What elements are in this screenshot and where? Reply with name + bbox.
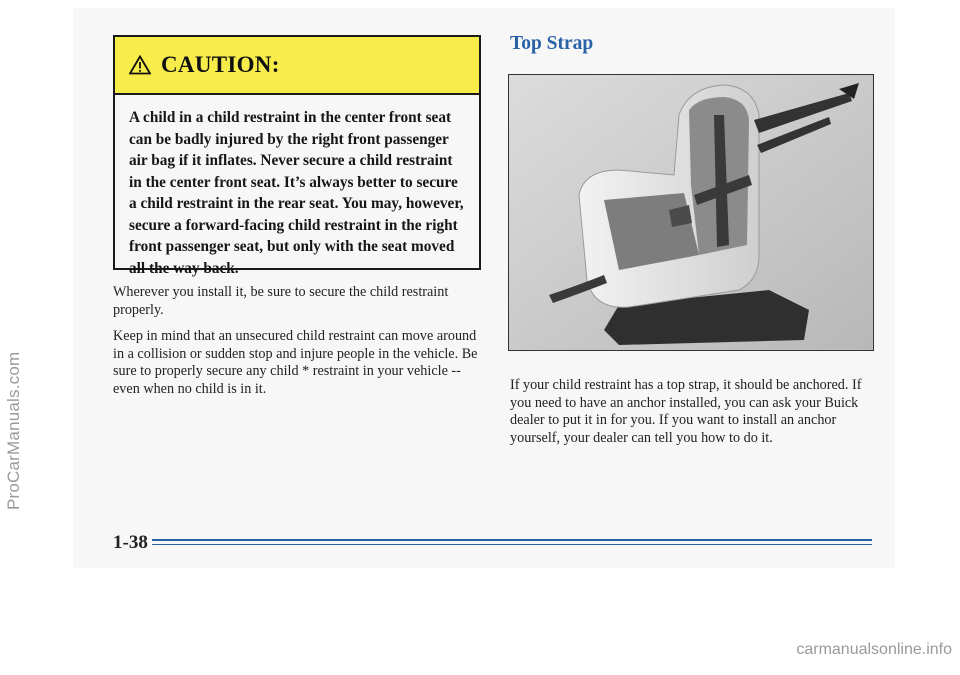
page-number: 1-38 bbox=[113, 532, 148, 553]
child-seat-illustration bbox=[509, 75, 872, 349]
bottom-watermark: carmanualsonline.info bbox=[796, 641, 952, 658]
side-watermark: ProCarManuals.com bbox=[4, 351, 23, 510]
footer-rule-thin bbox=[152, 544, 872, 545]
warning-triangle-icon bbox=[129, 55, 151, 75]
caution-header bbox=[115, 37, 479, 95]
child-seat-top-strap-photo bbox=[508, 74, 874, 351]
caution-box bbox=[113, 35, 481, 277]
section-title-top-strap: Top Strap bbox=[510, 33, 594, 54]
footer-rule-thick bbox=[152, 539, 872, 541]
caution-title: CAUTION: bbox=[161, 52, 280, 77]
paragraph-secure-restraint: Wherever you install it, be sure to secure the child restraint properly. bbox=[113, 284, 449, 318]
paragraph-top-strap: If your child restraint has a top strap, it should be anchored. If you need to have an anchor installed, you can ask your Buick dealer to put it in for you. If you want to install an anchor yourself, your dealer can tell you how to do it. bbox=[510, 377, 862, 446]
paragraph-unsecured-restraint: Keep in mind that an unsecured child restraint can move around in a collision or sudden stop and injure people in the vehicle. Be sure to properly secure any child * restraint in your vehicle -- even when no child is in it. bbox=[113, 328, 478, 397]
caution-text: A child in a child restraint in the center front seat can be badly injured by the right front passenger air bag if it inflates. Never secure a child restraint in the center front seat. It’s always better to secure a child restraint in the rear seat. You may, however, secure a forward-facing child restraint in the right front passenger seat, but only with the seat moved all the way back. bbox=[129, 109, 464, 277]
